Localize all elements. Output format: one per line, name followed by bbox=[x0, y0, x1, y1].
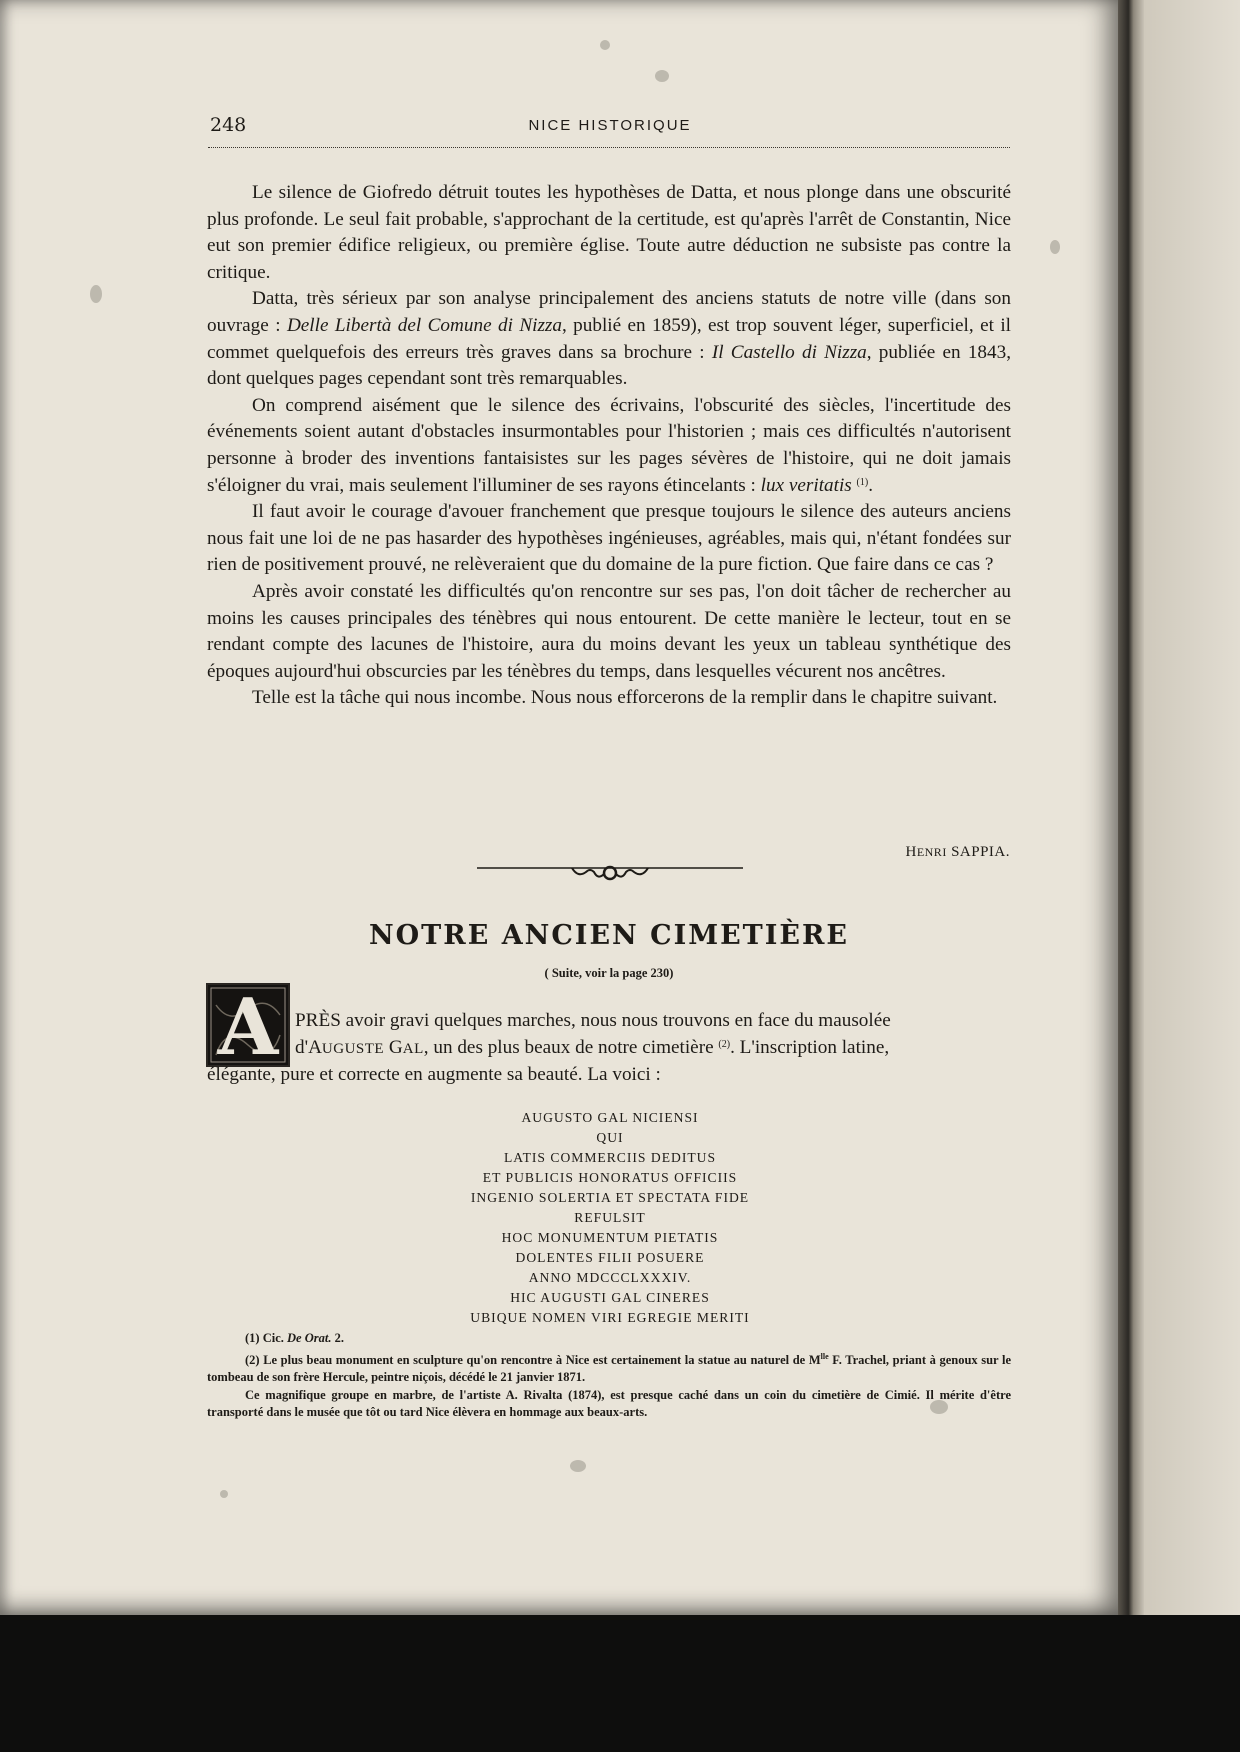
page-number: 248 bbox=[210, 114, 247, 136]
paper-speck bbox=[1050, 240, 1060, 254]
inscription-line: ET PUBLICIS HONORATUS OFFICIIS bbox=[482, 1170, 738, 1185]
ornament-divider-icon bbox=[477, 860, 743, 884]
footnote-ref: (1) bbox=[856, 476, 869, 488]
article-body bbox=[207, 180, 1011, 712]
latin-phrase: lux veritatis bbox=[760, 474, 852, 496]
paragraph: On comprend aisément que le silence des écrivains, l'obscurité des siècles, l'incertitude des événements soient autant d'obstacles insurmontables pour l'historien ; mais ces difficultés n'autorisent personne à broder des inventions fantaisistes sur les pages sévères de l'histoire, qui ne doit jamais s'éloigner du vrai, mais seulement l'illuminer de ses rayons étincelants : lux veritatis $^{(1)}$. bbox=[207, 394, 1011, 496]
work-title: Delle Libertà del Comune di Nizza bbox=[286, 314, 562, 336]
inscription-line: QUI bbox=[596, 1130, 624, 1145]
paragraph: Telle est la tâche qui nous incombe. Nous nous efforcerons de la remplir dans le chapitre suivant. bbox=[252, 687, 998, 709]
inscription-line: INGENIO SOLERTIA ET SPECTATA FIDE bbox=[470, 1190, 750, 1205]
paper-speck bbox=[220, 1490, 228, 1498]
work-title: Il Castello di Nizza bbox=[711, 341, 867, 363]
paragraph: Il faut avoir le courage d'avouer franchement que presque toujours le silence des auteurs anciens nous fait une loi de ne pas hasarder des hypothèses ingénieuses, agréables, mais qui, n'étant fondées sur rien de positivement prouvé, ne relèveraient que du domaine de la pure fiction. Que faire dans ce cas ? bbox=[207, 501, 1011, 576]
header-rule bbox=[208, 147, 1010, 148]
footnotes bbox=[207, 1330, 1011, 1422]
paper-speck bbox=[655, 70, 669, 82]
facing-page-edge bbox=[1144, 0, 1240, 1615]
inscription-line: DOLENTES FILII POSUERE bbox=[515, 1250, 705, 1265]
paper-speck bbox=[930, 1400, 948, 1414]
paper-speck bbox=[570, 1460, 586, 1472]
inscription-line: HOC MONUMENTUM PIETATIS bbox=[501, 1230, 719, 1245]
inscription-line: HIC AUGUSTI GAL CINERES bbox=[510, 1290, 710, 1305]
paper-speck bbox=[90, 285, 102, 303]
book-spine bbox=[1118, 0, 1144, 1615]
footnote-ref: (2) bbox=[718, 1038, 731, 1050]
footnote-2-continued: Ce magnifique groupe en marbre, de l'artiste A. Rivalta (1874), est presque caché dans un coin du cimetière de Cimié. Il mérite d'être transporté dans le musée que tôt ou tard Nice élèvera en hommage aux beaux-arts. bbox=[207, 1387, 1011, 1420]
text-line: d'AUGUSTE GAL, un des plus beaux de notre cimetière $^{(2)}$. L'inscription latine, bbox=[295, 1036, 890, 1058]
paragraph: Le silence de Giofredo détruit toutes les hypothèses de Datta, et nous plonge dans une obscurité plus profonde. Le seul fait probable, s'approchant de la certitude, est qu'après l'arrêt de Constantin, Nice eut son premier édifice religieux, ou première église. Toute autre déduction ne subsiste pas contre la critique. bbox=[207, 182, 1011, 283]
section-subtitle: ( Suite, voir la page 230) bbox=[544, 966, 674, 980]
mausoleum-paragraph bbox=[207, 1008, 1011, 1089]
latin-inscription bbox=[410, 1108, 810, 1328]
author-signature: HENRI SAPPIA. bbox=[905, 844, 1010, 860]
footnote-1: (1) Cic. De Orat. 2. bbox=[245, 1331, 344, 1345]
inscription-line: ANNO MDCCCLXXXIV. bbox=[528, 1270, 692, 1285]
inscription-line: UBIQUE NOMEN VIRI EGREGIE MERITI bbox=[470, 1310, 750, 1325]
inscription-line: LATIS COMMERCIIS DEDITUS bbox=[503, 1150, 717, 1165]
paragraph: Datta, très sérieux par son analyse principalement des anciens statuts de notre ville (dans son ouvrage : Delle Libertà del Comune di Nizza, publié en 1859), est trop souvent léger, superficiel, et il commet quelquefois des erreurs très graves dans sa brochure : Il Castello di Nizza, publiée en 1843, dont quelques pages cependant sont très remarquables. bbox=[207, 288, 1012, 390]
inscription-line: REFULSIT bbox=[574, 1210, 646, 1225]
text-line: PRÈS avoir gravi quelques marches, nous nous trouvons en face du mausolée bbox=[295, 1010, 891, 1031]
text-line: élégante, pure et correcte en augmente sa beauté. La voici : bbox=[207, 1064, 661, 1086]
paper-speck bbox=[600, 40, 610, 50]
drop-cap-letter: A bbox=[217, 982, 279, 1073]
page-header bbox=[210, 114, 1010, 144]
section-title: NOTRE ANCIEN CIMETIÈRE bbox=[368, 920, 850, 951]
footnote-2: (2) Le plus beau monument en sculpture qu'on rencontre à Nice est certainement la statue au naturel de $M^{lle}$ F. Trachel, priant à genoux sur le tombeau de son frère Hercule, peintre niçois, décédé le 21 janvier 1871. bbox=[207, 1351, 1011, 1385]
inscription-line: AUGUSTO GAL NICIENSI bbox=[521, 1110, 699, 1125]
scan-background bbox=[0, 1615, 1240, 1752]
running-title: NICE HISTORIQUE bbox=[528, 117, 692, 134]
paragraph: Après avoir constaté les difficultés qu'on rencontre sur ses pas, l'on doit tâcher de rechercher au moins les causes principales des ténèbres qui nous entourent. De cette manière le lecteur, tout en se rendant compte des lacunes de l'histoire, aura du moins devant les yeux un tableau synthétique des époques aujourd'hui obscurcies par les ténèbres du temps, dans lesquelles vécurent nos ancêtres. bbox=[207, 580, 1011, 682]
